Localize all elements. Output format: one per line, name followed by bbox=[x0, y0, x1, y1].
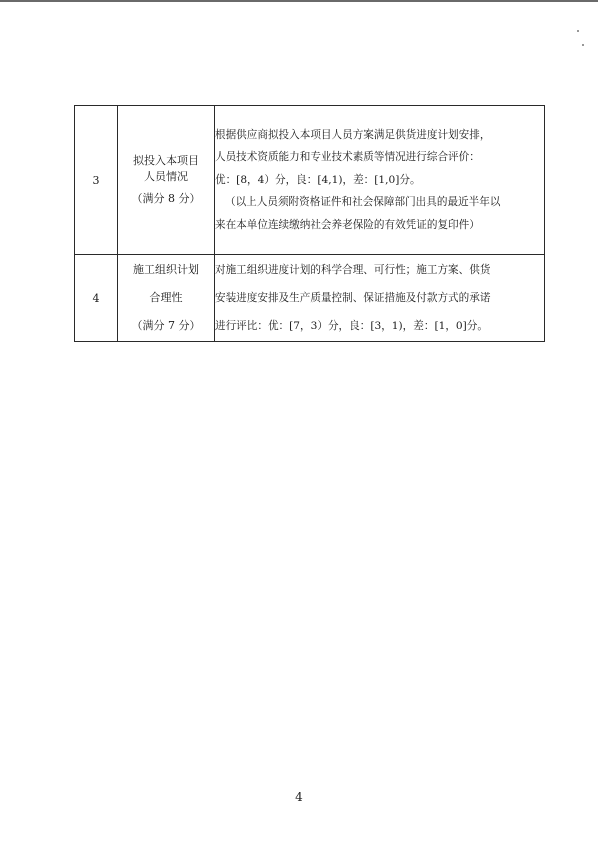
criteria-line: 根据供应商拟投入本项目人员方案满足供货进度计划安排， bbox=[215, 128, 491, 141]
item-line: 人员情况 bbox=[144, 170, 188, 183]
criteria-line: 人员技术资质能力和专业技术素质等情况进行综合评价： bbox=[215, 151, 480, 164]
item-max-score: （满分 8 分） bbox=[131, 192, 201, 205]
table-row bbox=[75, 106, 545, 255]
scoring-item bbox=[118, 106, 215, 255]
criteria-line: 优：[8，4）分，良：[4,1)，差：[1,0]分。 bbox=[215, 173, 421, 186]
criteria-line: 对施工组织进度计划的科学合理、可行性；施工方案、供货 bbox=[215, 264, 491, 276]
criteria-note-line: 来在本单位连续缴纳社会养老保险的有效凭证的复印件） bbox=[215, 218, 480, 231]
criteria-line: 安装进度安排及生产质量控制、保证措施及付款方式的承诺 bbox=[215, 292, 491, 304]
criteria-note-line: （以上人员须附资格证件和社会保障部门出具的最近半年以 bbox=[225, 196, 501, 209]
table-row bbox=[75, 255, 545, 342]
item-line: 合理性 bbox=[149, 291, 183, 304]
item-max-score: （满分 7 分） bbox=[131, 319, 201, 332]
scan-speck bbox=[582, 44, 584, 46]
scoring-table bbox=[74, 105, 545, 342]
item-line: 拟投入本项目 bbox=[133, 154, 199, 167]
scoring-criteria bbox=[215, 255, 545, 342]
criteria-line: 进行评比：优：[7，3）分，良：[3，1)，差：[1，0]分。 bbox=[215, 320, 488, 332]
scan-speck bbox=[577, 30, 579, 32]
row-number: 4 bbox=[75, 255, 118, 342]
page-number: 4 bbox=[295, 790, 303, 804]
row-number: 3 bbox=[75, 106, 118, 255]
page-top-edge bbox=[0, 0, 598, 2]
scoring-criteria bbox=[215, 106, 545, 255]
item-line: 施工组织计划 bbox=[133, 263, 199, 276]
scoring-item bbox=[118, 255, 215, 342]
